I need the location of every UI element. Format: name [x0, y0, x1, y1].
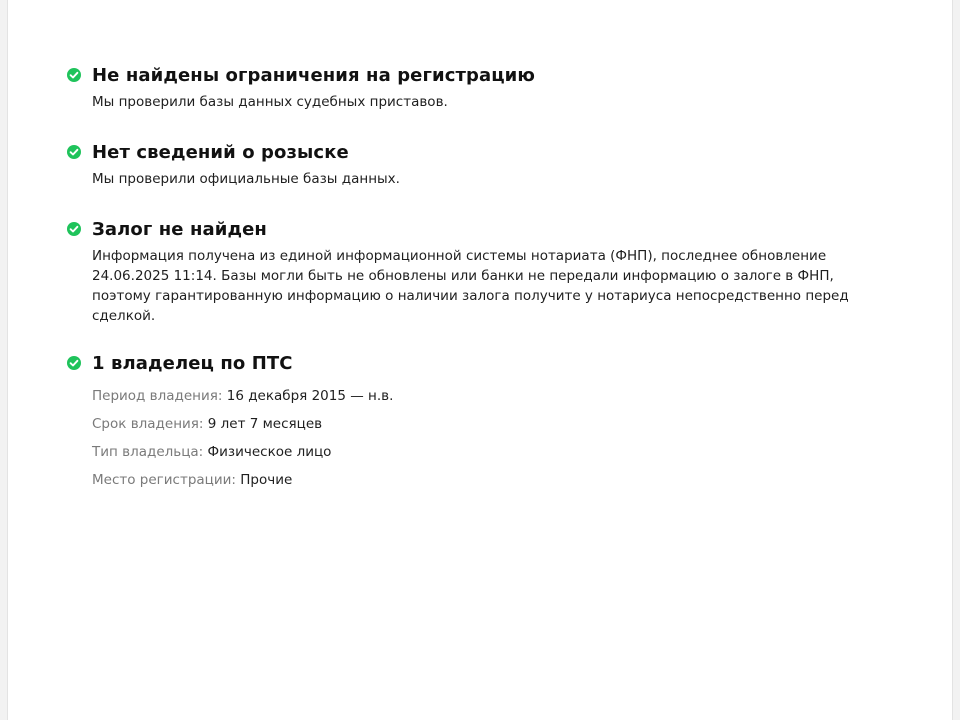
report-page	[7, 0, 953, 720]
owner-period-label: Период владения:	[92, 388, 227, 404]
check-restrictions-title: Не найдены ограничения на регистрацию	[92, 64, 535, 86]
owner-period-value: 16 декабря 2015 — н.в.	[226, 388, 394, 404]
owner-row-registration	[92, 470, 866, 498]
check-circle-icon	[66, 144, 82, 160]
owner-registration-value: Прочие	[240, 472, 293, 488]
owners-title: 1 владелец по ПТС	[92, 352, 293, 374]
check-wanted-text: Мы проверили официальные базы данных.	[92, 171, 400, 187]
owner-type-value: Физическое лицо	[207, 444, 332, 460]
check-circle-icon	[66, 67, 82, 83]
owner-row-duration	[92, 414, 866, 442]
owner-type-label: Тип владельца:	[92, 444, 208, 460]
check-pledge	[66, 216, 866, 326]
check-circle-icon	[66, 221, 82, 237]
owners-section	[66, 350, 866, 498]
owners-header	[66, 350, 866, 376]
check-pledge-text: Информация получена из единой информационной системы нотариата (ФНП), последнее обновление 24.06.2025 11:14. Базы могли быть не обновлены или банки не передали информацию о залоге в ФНП, поэтому гарантированную информацию о наличии залога получите у нотариуса непосредственно перед сделкой.	[92, 248, 849, 324]
owner-duration-label: Срок владения:	[92, 416, 208, 432]
owner-registration-label: Место регистрации:	[92, 472, 241, 488]
check-pledge-title: Залог не найден	[92, 218, 267, 240]
check-circle-icon	[66, 355, 82, 371]
check-restrictions-text: Мы проверили базы данных судебных приставов.	[92, 94, 448, 110]
check-wanted	[66, 139, 866, 189]
owner-row-type	[92, 442, 866, 470]
check-pledge-header	[66, 216, 866, 242]
check-restrictions	[66, 62, 866, 112]
owner-details	[92, 386, 866, 498]
check-restrictions-header	[66, 62, 866, 88]
owner-row-period	[92, 386, 866, 414]
check-wanted-title: Нет сведений о розыске	[92, 141, 349, 163]
report-content	[66, 62, 866, 523]
owner-duration-value: 9 лет 7 месяцев	[207, 416, 323, 432]
check-wanted-header	[66, 139, 866, 165]
